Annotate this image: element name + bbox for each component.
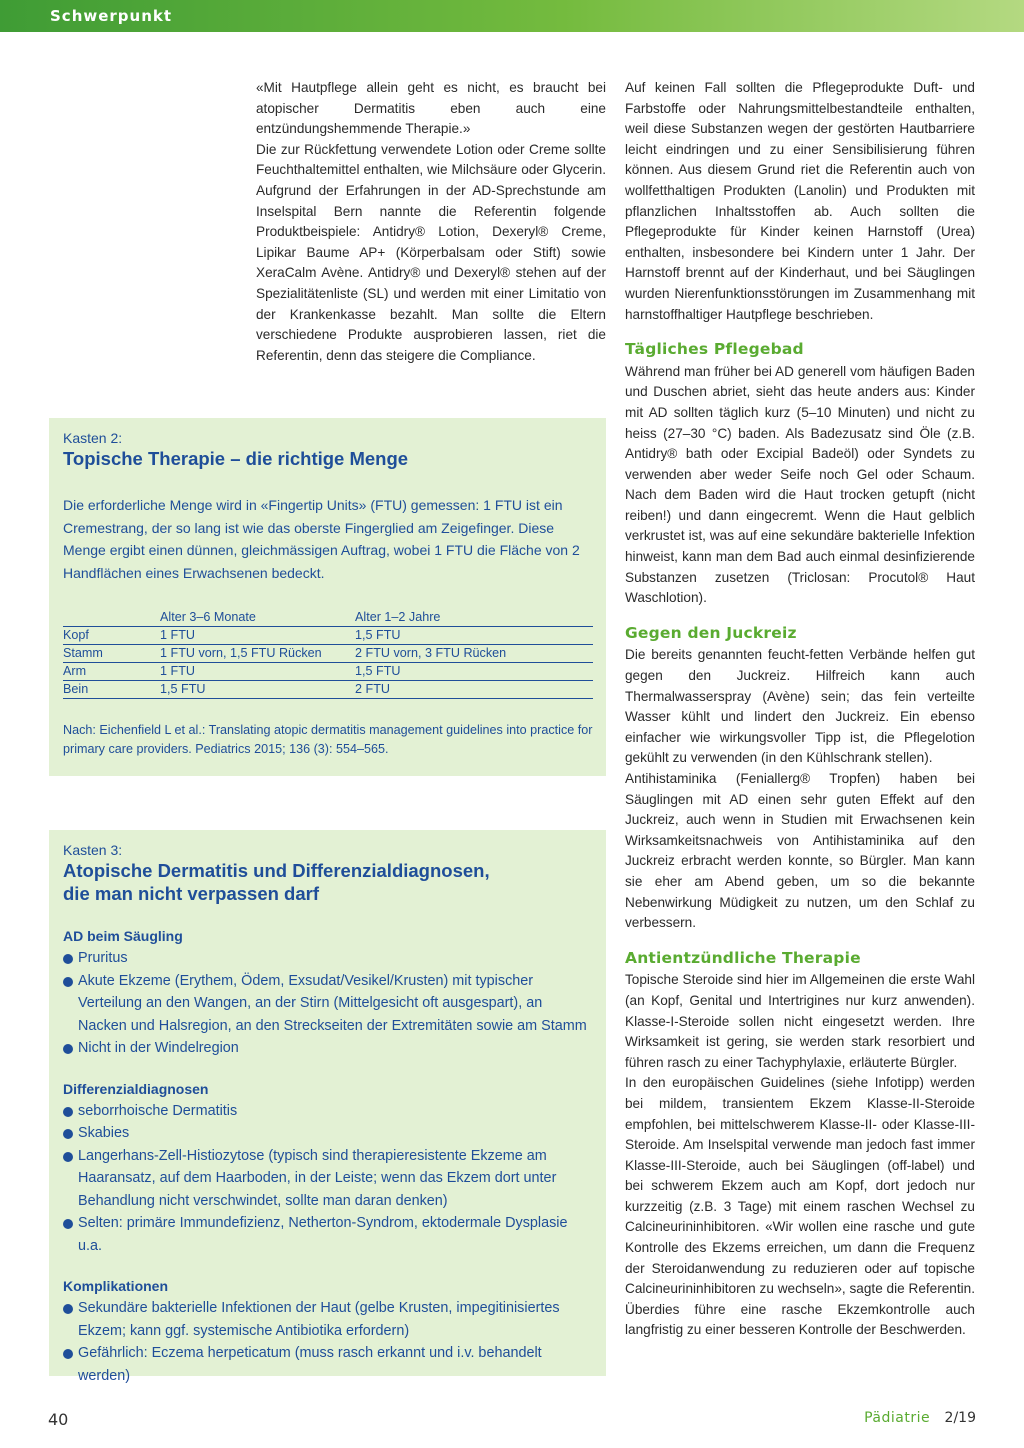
table-cell: 1,5 FTU	[355, 628, 401, 642]
table-row	[63, 663, 593, 681]
table-cell: 1 FTU	[160, 664, 195, 678]
section-juckreiz	[625, 623, 975, 934]
box-title-line1: Atopische Dermatitis und Differenzialdiagnosen,	[63, 860, 490, 881]
intro-paragraph: Die zur Rückfettung verwendete Lotion oder Creme sollte Feuchthaltemittel enthalten, wie Milchsäure oder Glycerin. Aufgrund der Erfahrungen in der AD-Sprechstunde am Inselspital Bern nannte die Referentin folgende Produktbeispiele: Antidry® Lotion, Dexeryl® Creme, Lipikar Baume AP+ (Körperbalsam oder Stift) sowie XeraCalm Avène. Antidry® und Dexeryl® stehen auf der Spezialitätenliste (SL) und werden mit einer Limitatio von der Krankenkasse bezahlt. Man sollte die Eltern verschiedene Produkte ausprobieren lassen, riet die Referentin, denn das steigere die Compliance.	[256, 141, 606, 363]
right-column	[625, 78, 975, 1341]
box-title: Topische Therapie – die richtige Menge	[63, 448, 409, 469]
list-item: Selten: primäre Immundefizienz, Netherton-Syndrom, ektodermale Dysplasie u.a.	[63, 1212, 593, 1257]
group-heading: Komplikationen	[63, 1278, 169, 1294]
list-item: Nicht in der Windelregion	[63, 1037, 593, 1060]
table-header-cell: Alter 1–2 Jahre	[355, 610, 441, 624]
table-cell: 2 FTU	[355, 682, 390, 696]
table-row	[63, 681, 593, 699]
table-cell: Bein	[63, 682, 89, 696]
info-box-2	[49, 418, 606, 776]
list-item: Akute Ekzeme (Erythem, Ödem, Exsudat/Vesikel/Krusten) mit typischer Verteilung an den Wangen, an der Stirn (Mittelgesicht oft ausgespart), an Nacken und Halsregion, an den Streckseiten der Extremitäten sowie am Stamm	[63, 970, 593, 1038]
section-paragraph: Antihistaminika (Feniallerg® Tropfen) haben bei Säuglingen mit AD einen sehr guten Effekt auf den Juckreiz, auch wenn in Studien mit Erwachsenen kein Wirksamkeitsnachweis von Antihistaminika auf den Juckreiz erbracht werden konnte, so Bürgler. Man kann sie eher am Abend geben, um so die bekannte Nebenwirkung Müdigkeit zu nutzen, um den Schlaf zu verbessern.	[625, 771, 975, 931]
section-paragraph: Während man früher bei AD generell vom häufigen Baden und Duschen abriet, sieht das heute anders aus: Kinder mit AD sollten täglich kurz (5–10 Minuten) und nicht zu heiss (27–30 °C) baden. Als Badezusatz sind Öle (z.B. Antidry® bath oder Excipial Badeöl) oder Syndets zu verwenden aber weder Seife noch Gel oder Schaum. Nach dem Baden wird die Haut trocken getupft (nicht reiben!) und dann eingecremt. Wenn die Haut gelblich verkrustet ist, was auf eine sekundäre bakterielle Infektion hinweist, kann man dem Bad auch einmal desinfizierende Substanzen zusetzen (Triclosan: Procutol® Haut Waschlotion).	[625, 363, 975, 606]
section-heading: Gegen den Juckreiz	[625, 623, 797, 642]
section-heading: Tägliches Pflegebad	[625, 340, 804, 359]
issue-number: 2/19	[944, 1410, 976, 1426]
table-row	[63, 627, 593, 645]
list-item: Skabies	[63, 1122, 593, 1145]
box-title-line2: die man nicht verpassen darf	[63, 883, 320, 904]
section-paragraph: Topische Steroide sind hier im Allgemeinen die erste Wahl (an Kopf, Genital und Intertrigines nur kurz anwenden). Klasse-I-Steroide sollen nicht eingesetzt werden. Ihre Wirksamkeit ist gering, sie werden stark resorbiert und führen rasch zu einer Tachyphylaxie, erläuterte Bürgler.	[625, 972, 975, 1070]
table-header-cell: Alter 3–6 Monate	[160, 610, 256, 624]
footer-journal-info	[864, 1410, 976, 1426]
opening-paragraph: Auf keinen Fall sollten die Pflegeprodukte Duft- und Farbstoffe oder Nahrungsmittelbestandteile enthalten, weil diese Substanzen wegen der gestörten Hautbarriere leicht eindringen und zu einer Sensibilisierung führen können. Aus diesem Grund riet die Referentin auch von wollfetthaltigen Produkten (Lanolin) und Produkten mit pflanzlichen Inhaltsstoffen ab. Auch sollten die Pflegeprodukte für Kinder keinen Harnstoff (Urea) enthalten, insbesondere bei Kindern unter 1 Jahr. Der Harnstoff brennt auf der Kinderhaut, und bei Säuglingen wurden Nierenfunktionsstörungen im Zusammenhang mit harnstoffhaltiger Hautpflege beschrieben.	[625, 80, 975, 322]
ftu-table	[63, 608, 593, 699]
box-kicker: Kasten 3:	[63, 842, 123, 858]
list-item: Langerhans-Zell-Histiozytose (typisch sind therapieresistente Ekzeme am Haaransatz, auf dem Haarboden, in der Leiste; wenn das Ekzem dort unter Behandlung nicht verschwindet, sollte man daran denken)	[63, 1145, 593, 1213]
table-header-cell	[63, 608, 160, 627]
table-cell: Kopf	[63, 628, 89, 642]
bullet-list	[63, 1297, 593, 1387]
table-cell: 1,5 FTU	[160, 682, 206, 696]
bullet-list	[63, 947, 593, 1060]
section-antientzuendlich	[625, 948, 975, 1341]
source-citation: Nach: Eichenfield L et al.: Translating atopic dermatitis management guidelines into practice for primary care providers. Pediatrics 2015; 136 (3): 554–565.	[63, 723, 593, 756]
section-header-bar	[0, 0, 1024, 32]
section-paragraph: Die bereits genannten feucht-fetten Verbände helfen gut gegen den Juckreiz. Hilfreich kann auch Thermalwasserspray (Avène) sein; das fein verteilte Wasser kühlt und lindert den Juckreiz. Ein ebenso einfacher wie wirkungsvoller Tipp ist, die Pflegelotion gekühlt zu verwenden (in den Kühlschrank stellen).	[625, 647, 975, 766]
table-cell: Arm	[63, 664, 87, 678]
section-heading: Antientzündliche Therapie	[625, 948, 861, 967]
info-box-3	[49, 830, 606, 1384]
list-item: seborrhoische Dermatitis	[63, 1100, 593, 1123]
group-heading: AD beim Säugling	[63, 928, 183, 944]
table-cell: 1,5 FTU	[355, 664, 401, 678]
group-heading: Differenzialdiagnosen	[63, 1080, 209, 1097]
table-cell: 1 FTU vorn, 1,5 FTU Rücken	[160, 646, 322, 660]
list-item: Pruritus	[63, 947, 593, 970]
journal-name: Pädiatrie	[864, 1410, 931, 1426]
table-row	[63, 645, 593, 663]
table-cell: 2 FTU vorn, 3 FTU Rücken	[355, 646, 507, 660]
intro-quote: «Mit Hautpflege allein geht es nicht, es braucht bei atopischer Dermatitis eben auch eine entzündungshemmende Therapie.»	[256, 80, 606, 137]
box-kicker: Kasten 2:	[63, 430, 123, 446]
intro-column	[256, 78, 606, 366]
list-item: Gefährlich: Eczema herpeticatum (muss rasch erkannt und i.v. behandelt werden)	[63, 1342, 593, 1387]
section-label: Schwerpunkt	[50, 7, 173, 25]
table-cell: 1 FTU	[160, 628, 195, 642]
page-number: 40	[48, 1410, 69, 1429]
list-item: Sekundäre bakterielle Infektionen der Haut (gelbe Krusten, impegitinisiertes Ekzem; kann ggf. systemische Antibiotika erfordern)	[63, 1297, 593, 1342]
box-text: Die erforderliche Menge wird in «Fingertip Units» (FTU) gemessen: 1 FTU ist ein Cremestrang, der so lang ist wie das oberste Fingerglied am Zeigefinger. Diese Menge ergibt einen dünnen, gleichmässigen Auftrag, wobei 1 FTU die Fläche von 2 Handflächen eines Erwachsenen bedeckt.	[63, 497, 580, 581]
bullet-list	[63, 1100, 593, 1258]
section-pflegebad	[625, 339, 975, 609]
table-cell: Stamm	[63, 646, 103, 660]
table-header-row	[63, 608, 593, 627]
section-paragraph: In den europäischen Guidelines (siehe Infotipp) werden bei mildem, transientem Ekzem Klasse-II-Steroide empfohlen, bei mittelschwerem Klasse-II- oder Klasse-III-Steroide. Am Inselspital verwende man jedoch fast immer Klasse-III-Steroide, auch bei Säuglingen (off-label) und bei schwerem Ekzem auch am Kopf, dort jedoch nur kurzzeitig (z.B. 3 Tage) mit einem raschen Wechsel zu Calcineurininhibitoren. «Wir wollen eine rasche und gute Kontrolle des Ekzems erreichen, um dann die Frequenz der Steroidanwendung zu reduzieren oder auf topische Calcineurininhibitoren zu wechseln», sagte die Referentin. Überdies führe eine rasche Ekzemkontrolle auch langfristig zu einer besseren Kontrolle der Beschwerden.	[625, 1075, 975, 1338]
